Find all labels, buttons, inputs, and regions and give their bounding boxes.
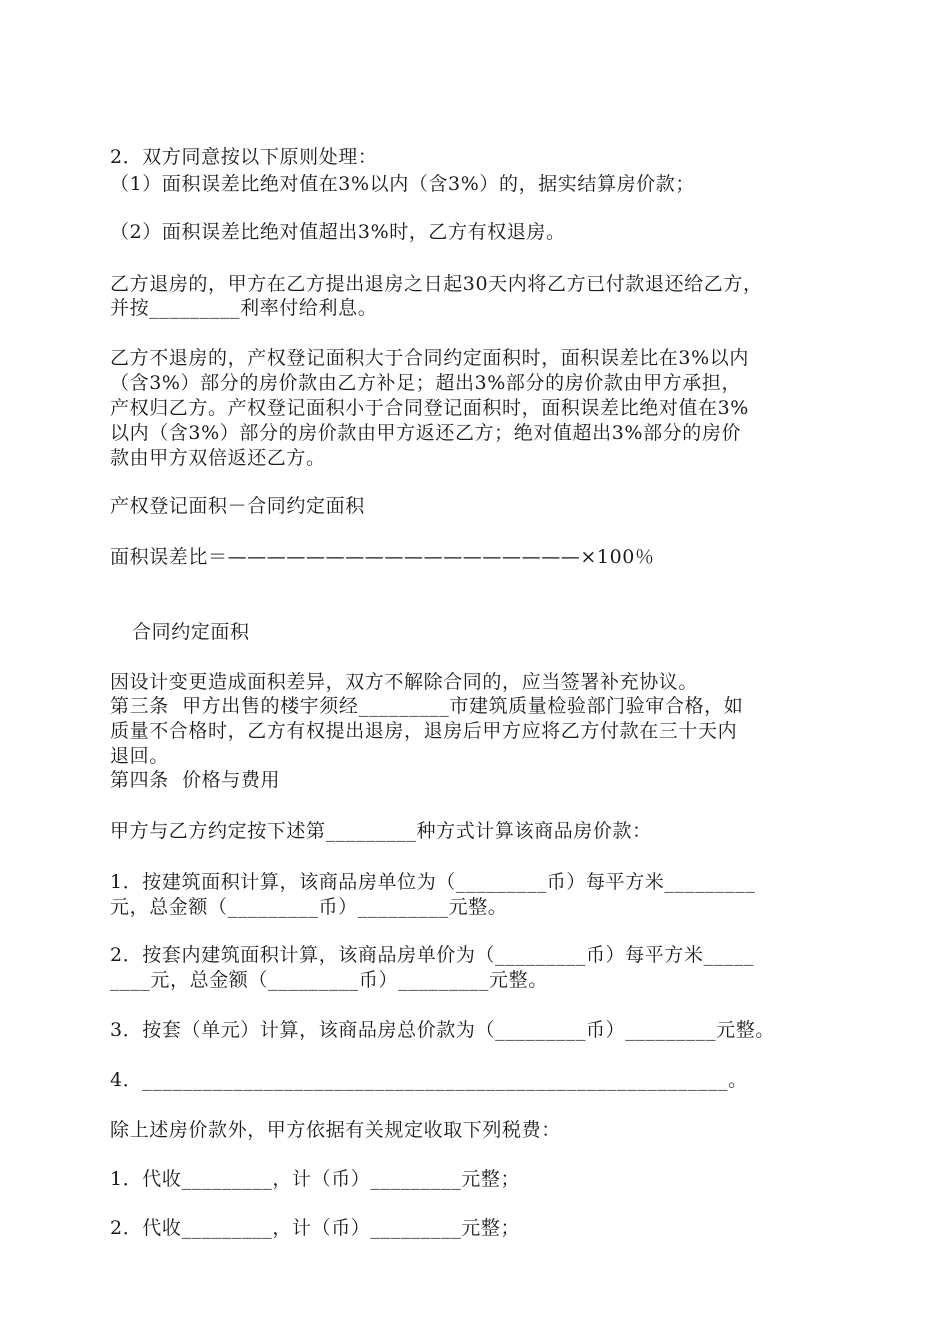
text-line: 退回。 [110,745,169,767]
text-line: 2．双方同意按以下原则处理： [110,146,378,168]
formula-line: 面积误差比＝——————————————————×100％ [110,546,655,568]
text-line: 因设计变更造成面积差异，双方不解除合同的，应当签署补充协议。 [110,671,699,693]
text-line: 4．__________________________________________________________。 [110,1069,748,1091]
text-line: （1）面积误差比绝对值在3%以内（含3%）的，据实结算房价款； [110,173,695,195]
text-line: 乙方退房的，甲方在乙方提出退房之日起30天内将乙方已付款退还给乙方， [110,273,763,295]
formula-denominator: 合同约定面积 [132,621,250,643]
text-line: 2．代收_________，计（币）_________元整； [110,1217,521,1239]
text-line: 1．代收_________，计（币）_________元整； [110,1168,521,1190]
text-line: 乙方不退房的，产权登记面积大于合同约定面积时，面积误差比在3%以内 [110,347,749,369]
text-line: 2．按套内建筑面积计算，该商品房单价为（_________币）每平方米_____ [110,944,755,966]
text-line: 除上述房价款外，甲方依据有关规定收取下列税费： [110,1119,561,1141]
text-line: （含3%）部分的房价款由乙方补足；超出3%部分的房价款由甲方承担， [110,372,742,394]
text-line: 3．按套（单元）计算，该商品房总价款为（_________币）_________元整。 [110,1019,775,1041]
text-line: 质量不合格时，乙方有权提出退房，退房后甲方应将乙方付款在三十天内 [110,720,738,742]
text-line: （2）面积误差比绝对值超出3%时，乙方有权退房。 [110,221,566,243]
text-line: 1．按建筑面积计算，该商品房单位为（_________币）每平方米_________ [110,871,756,893]
text-line: 甲方与乙方约定按下述第_________种方式计算该商品房价款： [110,820,652,842]
text-line: 以内（含3%）部分的房价款由甲方返还乙方；绝对值超出3%部分的房价 [110,422,742,444]
text-line: 款由甲方双倍返还乙方。 [110,447,326,469]
text-line: 产权归乙方。产权登记面积小于合同登记面积时，面积误差比绝对值在3% [110,397,749,419]
text-line: ____元，总金额（_________币）_________元整。 [110,969,548,991]
formula-numerator: 产权登记面积－合同约定面积 [110,495,365,517]
section-heading: 第四条 价格与费用 [110,769,281,791]
text-line: 第三条 甲方出售的楼宇须经_________市建筑质量检验部门验审合格，如 [110,695,744,717]
text-line: 元，总金额（_________币）_________元整。 [110,896,508,918]
text-line: 并按_________利率付给利息。 [110,297,378,319]
